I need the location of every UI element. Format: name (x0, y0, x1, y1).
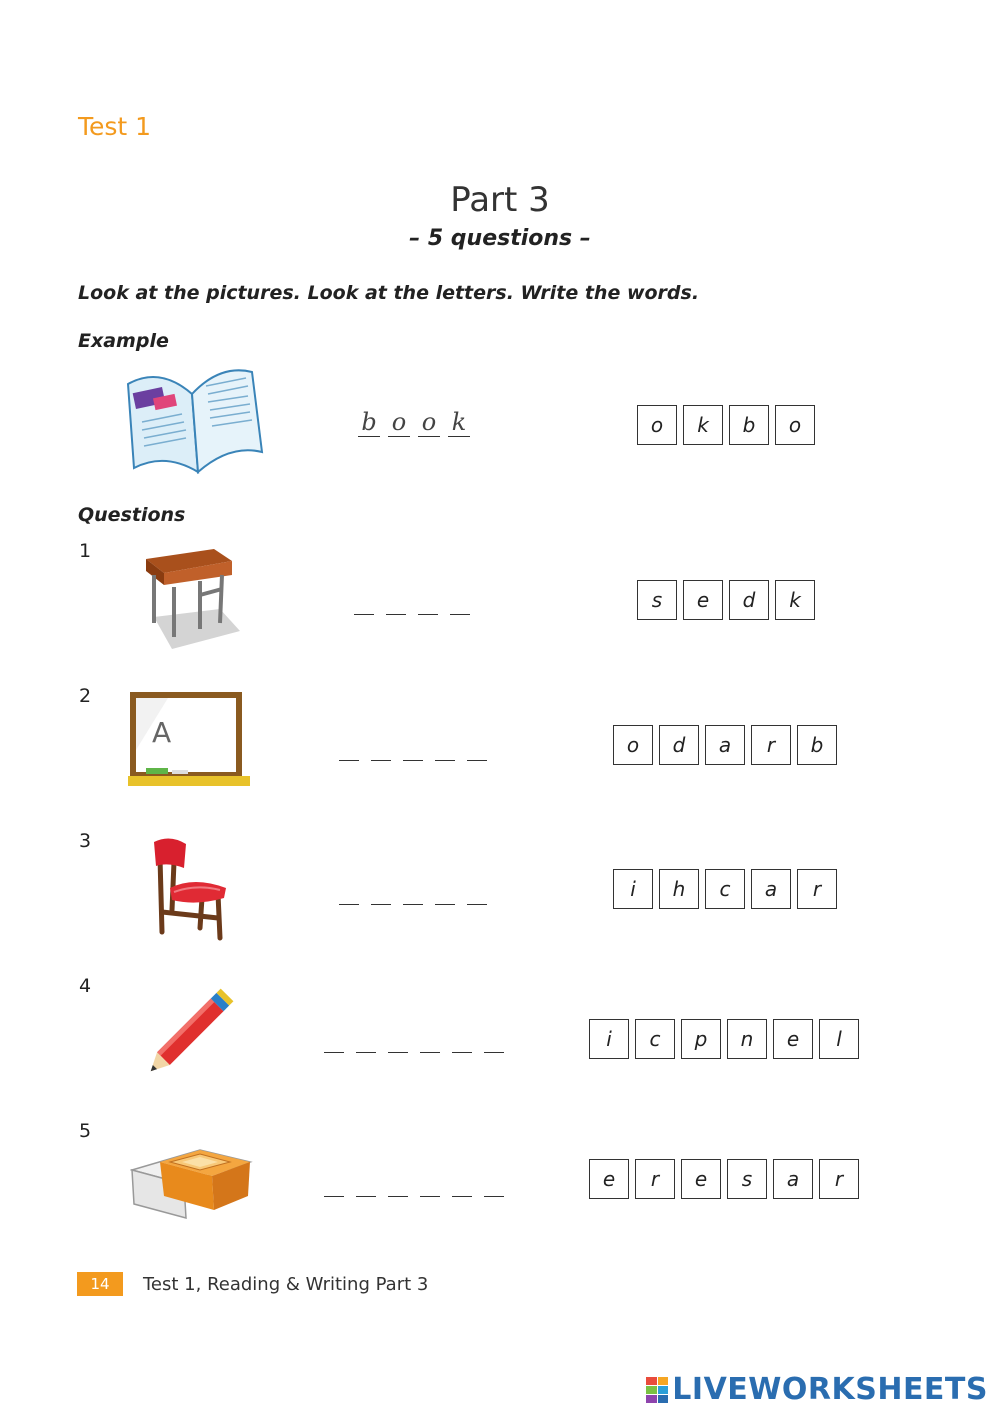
example-label: Example (78, 330, 169, 352)
answer-blank[interactable] (403, 736, 423, 761)
answer-blank[interactable] (452, 1172, 472, 1197)
example-answer-letter: o (388, 408, 410, 437)
page-number-badge: 14 (77, 1272, 123, 1296)
letter-box: i (613, 869, 653, 909)
liveworksheets-wordmark: LIVEWORKSHEETS (672, 1372, 988, 1407)
letter-box: d (729, 580, 769, 620)
test-title: Test 1 (78, 112, 152, 141)
footer-text: Test 1, Reading & Writing Part 3 (143, 1274, 429, 1295)
liveworksheets-logo (646, 1372, 988, 1407)
question-number: 3 (79, 830, 92, 852)
questions-label: Questions (78, 504, 186, 526)
answer-blanks[interactable] (324, 1028, 504, 1053)
part-title: Part 3 (450, 180, 550, 220)
answer-blank[interactable] (420, 1172, 440, 1197)
answer-blank[interactable] (324, 1172, 344, 1197)
answer-blank[interactable] (356, 1172, 376, 1197)
answer-blank[interactable] (435, 880, 455, 905)
letter-box: p (681, 1019, 721, 1059)
letter-box: o (637, 405, 677, 445)
board-letter: A (152, 716, 172, 749)
letter-box: h (659, 869, 699, 909)
letter-box: r (751, 725, 791, 765)
scrambled-letters (613, 725, 837, 765)
answer-blank[interactable] (371, 880, 391, 905)
example-answer-letter: k (448, 408, 470, 437)
answer-blank[interactable] (388, 1028, 408, 1053)
part-subtitle: – 5 questions – (409, 226, 591, 251)
answer-blank[interactable] (371, 736, 391, 761)
question-number: 1 (79, 540, 92, 562)
letter-box: a (705, 725, 745, 765)
letter-box: n (727, 1019, 767, 1059)
letter-box: a (773, 1159, 813, 1199)
book-icon (120, 364, 266, 476)
example-answer (358, 408, 470, 437)
scrambled-letters (637, 580, 815, 620)
answer-blank[interactable] (356, 1028, 376, 1053)
answer-blank[interactable] (435, 736, 455, 761)
instructions: Look at the pictures. Look at the letters. Write the words. (78, 282, 700, 304)
answer-blank[interactable] (467, 880, 487, 905)
letter-box: e (589, 1159, 629, 1199)
pencil-icon (134, 980, 248, 1082)
answer-blank[interactable] (339, 880, 359, 905)
letter-box: b (797, 725, 837, 765)
example-letters (637, 405, 815, 445)
answer-blanks[interactable] (354, 590, 470, 615)
answer-blank[interactable] (403, 880, 423, 905)
letter-box: c (705, 869, 745, 909)
scrambled-letters (589, 1019, 859, 1059)
letter-box: k (683, 405, 723, 445)
scrambled-letters (613, 869, 837, 909)
answer-blank[interactable] (467, 736, 487, 761)
eraser-icon (130, 1132, 260, 1226)
answer-blank[interactable] (484, 1028, 504, 1053)
answer-blank[interactable] (450, 590, 470, 615)
letter-box: b (729, 405, 769, 445)
letter-box: r (635, 1159, 675, 1199)
example-answer-letter: b (358, 408, 380, 437)
answer-blanks[interactable] (339, 880, 487, 905)
desk-icon (140, 545, 244, 651)
answer-blank[interactable] (324, 1028, 344, 1053)
scrambled-letters (589, 1159, 859, 1199)
letter-box: i (589, 1019, 629, 1059)
answer-blank[interactable] (420, 1028, 440, 1053)
answer-blank[interactable] (452, 1028, 472, 1053)
answer-blank[interactable] (354, 590, 374, 615)
answer-blank[interactable] (388, 1172, 408, 1197)
answer-blank[interactable] (339, 736, 359, 761)
answer-blank[interactable] (484, 1172, 504, 1197)
question-number: 2 (79, 685, 92, 707)
letter-box: e (773, 1019, 813, 1059)
letter-box: l (819, 1019, 859, 1059)
letter-box: k (775, 580, 815, 620)
board-icon (128, 690, 252, 790)
letter-box: s (637, 580, 677, 620)
letter-box: c (635, 1019, 675, 1059)
letter-box: r (819, 1159, 859, 1199)
answer-blank[interactable] (418, 590, 438, 615)
letter-box: d (659, 725, 699, 765)
example-answer-letter: o (418, 408, 440, 437)
letter-box: s (727, 1159, 767, 1199)
chair-icon (148, 832, 238, 942)
letter-box: e (681, 1159, 721, 1199)
liveworksheets-mark-icon (646, 1377, 668, 1403)
letter-box: a (751, 869, 791, 909)
answer-blanks[interactable] (324, 1172, 504, 1197)
letter-box: o (613, 725, 653, 765)
answer-blank[interactable] (386, 590, 406, 615)
answer-blanks[interactable] (339, 736, 487, 761)
question-number: 4 (79, 975, 92, 997)
letter-box: e (683, 580, 723, 620)
question-number: 5 (79, 1120, 92, 1142)
letter-box: o (775, 405, 815, 445)
letter-box: r (797, 869, 837, 909)
